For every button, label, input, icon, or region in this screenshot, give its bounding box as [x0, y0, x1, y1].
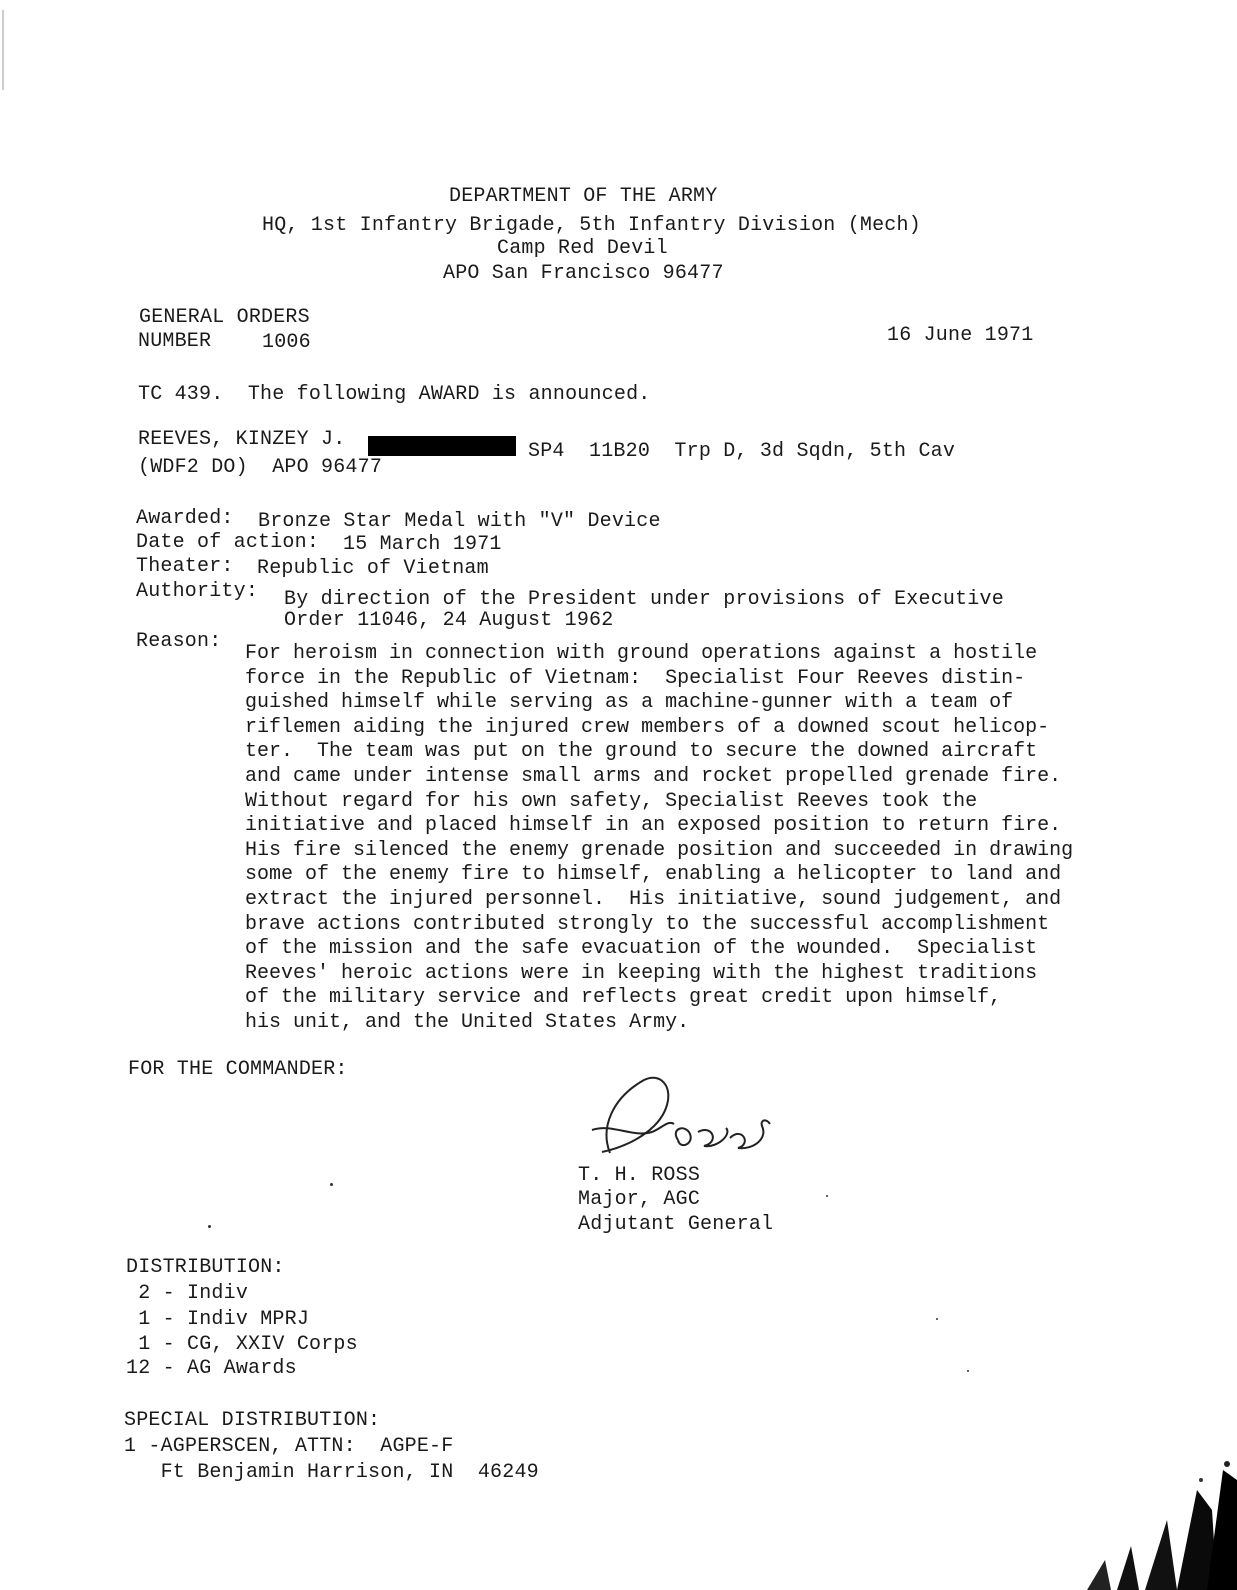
scan-speck: [936, 1318, 938, 1320]
awarded-value: Bronze Star Medal with "V" Device: [258, 510, 661, 533]
signer-title: Adjutant General: [578, 1213, 774, 1236]
recipient-name: REEVES, KINZEY J.: [138, 428, 346, 451]
reason-line: some of the enemy fire to himself, enabling a helicopter to land and: [245, 863, 1062, 887]
redaction-bar: [368, 436, 516, 456]
for-the-commander: FOR THE COMMANDER:: [128, 1058, 348, 1081]
scan-speck: [826, 1195, 828, 1197]
handwritten-signature: [582, 1068, 782, 1168]
reason-line: of the military service and reflects great credit upon himself,: [245, 986, 1002, 1010]
authority-line-2: Order 11046, 24 August 1962: [284, 609, 614, 632]
reason-line: his unit, and the United States Army.: [245, 1010, 690, 1034]
reason-line: Without regard for his own safety, Specialist Reeves took the: [245, 789, 978, 813]
special-distribution-line-2: Ft Benjamin Harrison, IN 46249: [124, 1461, 539, 1484]
header-headquarters: HQ, 1st Infantry Brigade, 5th Infantry Division (Mech): [262, 214, 921, 237]
reason-line: force in the Republic of Vietnam: Specialist Four Reeves distin-: [245, 666, 1026, 690]
distribution-item: 1 - Indiv MPRJ: [126, 1308, 310, 1331]
date-of-action-label: Date of action:: [136, 531, 320, 554]
reason-line: ter. The team was put on the ground to secure the downed aircraft: [245, 740, 1038, 764]
reason-line: guished himself while serving as a machine-gunner with a team of: [245, 691, 1014, 715]
signer-name: T. H. ROSS: [578, 1164, 701, 1187]
authority-label: Authority:: [136, 580, 259, 603]
scan-edge-shadow: [0, 0, 8, 1590]
distribution-item: 2 - Indiv: [126, 1282, 249, 1305]
general-orders-label: GENERAL ORDERS: [139, 306, 310, 329]
reason-line: Reeves' heroic actions were in keeping with the highest traditions: [245, 961, 1038, 985]
reason-label: Reason:: [136, 630, 222, 653]
scan-corner-smudge: [1027, 1450, 1237, 1590]
orders-date: 16 June 1971: [887, 324, 1034, 347]
reason-line: For heroism in connection with ground operations against a hostile: [245, 642, 1038, 665]
reason-line: initiative and placed himself in an exposed position to return fire.: [245, 814, 1062, 838]
special-distribution-label: SPECIAL DISTRIBUTION:: [124, 1409, 381, 1432]
special-distribution-line-1: 1 -AGPERSCEN, ATTN: AGPE-F: [124, 1435, 454, 1458]
reason-text: [245, 642, 1105, 1036]
scan-speck: [967, 1370, 969, 1372]
reason-line: and came under intense small arms and rocket propelled grenade fire.: [245, 764, 1062, 788]
header-department: DEPARTMENT OF THE ARMY: [449, 185, 718, 208]
signer-rank: Major, AGC: [578, 1188, 701, 1211]
reason-line: His fire silenced the enemy grenade position and succeeded in drawing: [245, 838, 1074, 862]
scan-speck: [208, 1225, 211, 1228]
distribution-item: 12 - AG Awards: [126, 1357, 297, 1380]
orders-number: 1006: [262, 331, 311, 354]
date-of-action-value: 15 March 1971: [343, 533, 502, 556]
recipient-apo: (WDF2 DO) APO 96477: [138, 456, 383, 479]
header-camp: Camp Red Devil: [497, 237, 668, 260]
theater-label: Theater:: [136, 555, 234, 578]
awarded-label: Awarded:: [136, 507, 234, 530]
theater-value: Republic of Vietnam: [257, 557, 489, 580]
scan-speck: [330, 1183, 333, 1186]
distribution-item: 1 - CG, XXIV Corps: [126, 1333, 358, 1356]
reason-line: riflemen aiding the injured crew members of a downed scout helicop-: [245, 715, 1050, 739]
reason-line: of the mission and the safe evacuation of the wounded. Specialist: [245, 937, 1038, 961]
reason-line: extract the injured personnel. His initiative, sound judgement, and: [245, 887, 1062, 911]
header-apo: APO San Francisco 96477: [443, 262, 724, 285]
number-label: NUMBER: [138, 330, 212, 353]
recipient-grade-unit: SP4 11B20 Trp D, 3d Sqdn, 5th Cav: [528, 440, 956, 463]
announcement: TC 439. The following AWARD is announced.: [138, 383, 651, 406]
distribution-label: DISTRIBUTION:: [126, 1256, 285, 1279]
authority-line-1: By direction of the President under provisions of Executive: [284, 588, 1004, 611]
reason-line: brave actions contributed strongly to the successful accomplishment: [245, 912, 1050, 936]
